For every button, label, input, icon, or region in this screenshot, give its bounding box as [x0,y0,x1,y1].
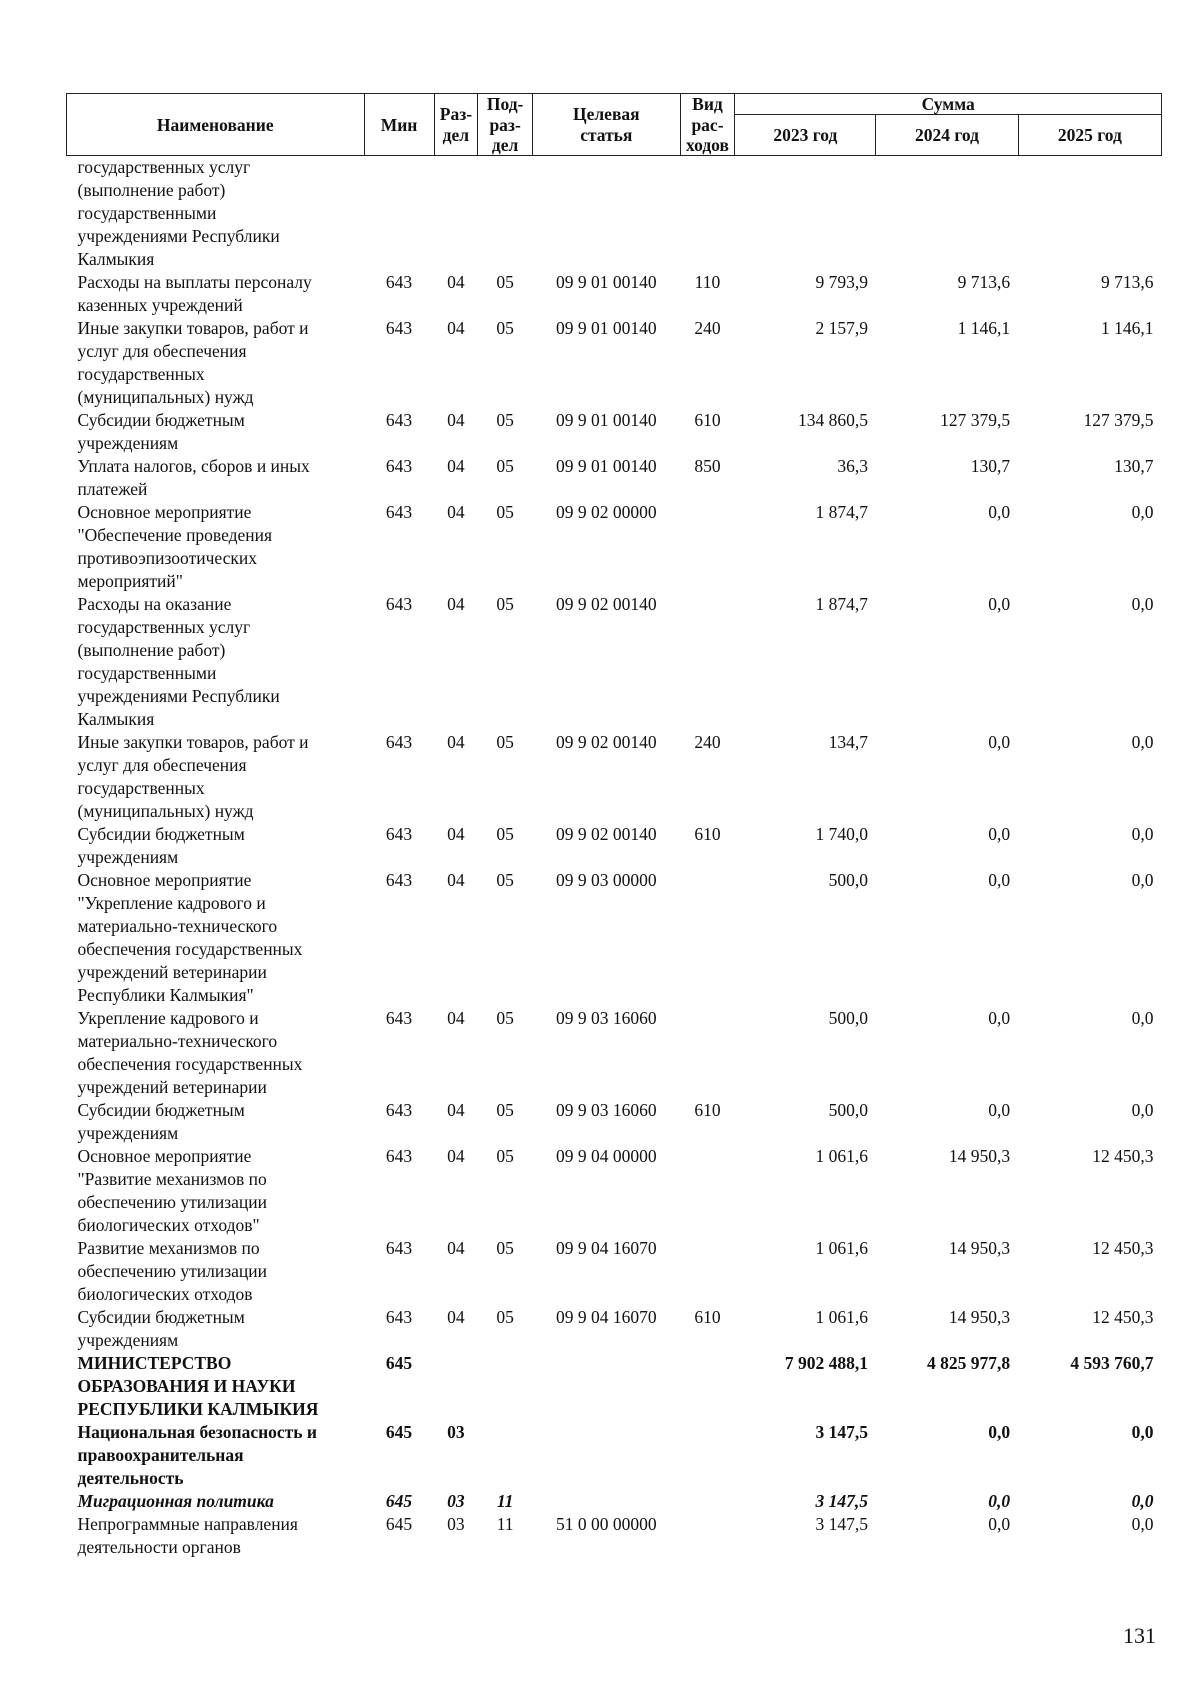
row-min: 643 [385,824,413,845]
row-target: 09 9 02 00000 [555,502,657,523]
row-razdel: 04 [447,594,465,615]
row-2025: 0,0 [1131,1100,1154,1121]
row-2023: 500,0 [828,870,868,891]
row-name: Иные закупки товаров, работ и услуг для обеспечения государственных (муниципальных) нужд [77,318,309,408]
row-2023: 1 061,6 [815,1146,868,1167]
row-2023 [735,156,876,272]
row-vid: 610 [694,1307,721,1328]
row-vid: 110 [694,272,721,293]
row-name: Укрепление кадрового и материально-технического обеспечения государственных учреждений ветеринарии [77,1008,303,1098]
row-name: Субсидии бюджетным учреждениям [77,410,245,454]
row-2023: 3 147,5 [815,1491,868,1512]
header-target: Целевая статья [532,94,680,156]
table-row [67,1490,1162,1513]
table-row [67,1513,1162,1559]
row-name: Основное мероприятие "Укрепление кадрового и материально-технического обеспечения государственных учреждений ветеринарии Республики Калмыкия" [77,870,303,1006]
budget-sheet [66,93,1162,1559]
row-target: 09 9 03 00000 [555,870,657,891]
row-2024: 14 950,3 [948,1146,1011,1167]
row-name: Непрограммные направления деятельности органов [77,1514,298,1558]
row-razdel: 03 [447,1514,465,1535]
row-2025: 12 450,3 [1092,1146,1154,1167]
row-target: 09 9 02 00140 [555,732,657,753]
row-vid [680,156,735,272]
row-2025: 4 593 760,7 [1070,1353,1154,1374]
row-2024: 14 950,3 [948,1307,1011,1328]
row-razdel: 04 [447,1008,465,1029]
row-name: Субсидии бюджетным учреждениям [77,824,245,868]
row-vid [680,869,735,1007]
row-2024 [876,156,1018,272]
row-razdel: 04 [447,1100,465,1121]
row-vid [680,1007,735,1099]
row-min: 643 [385,272,413,293]
table-row [67,823,1162,869]
row-min: 643 [385,1100,413,1121]
row-name: Национальная безопасность и правоохранительная деятельность [77,1422,317,1489]
row-razdel: 04 [447,824,465,845]
row-name: МИНИСТЕРСТВО ОБРАЗОВАНИЯ И НАУКИ РЕСПУБЛИКИ КАЛМЫКИЯ [77,1353,319,1420]
row-vid [680,1490,735,1513]
row-podrazdel: 05 [496,594,514,615]
row-min: 645 [385,1491,413,1512]
table-row [67,869,1162,1007]
table-row [67,455,1162,501]
row-2025: 0,0 [1131,824,1154,845]
row-razdel: 04 [447,272,465,293]
row-2024: 0,0 [988,502,1011,523]
row-2023: 1 061,6 [815,1238,868,1259]
row-min: 643 [385,1008,413,1029]
row-razdel [434,156,478,272]
row-2025: 0,0 [1131,502,1154,523]
budget-table [66,93,1162,1559]
row-podrazdel: 05 [496,410,514,431]
header-vid: Вид рас- ходов [680,94,735,156]
row-2023: 134,7 [828,732,868,753]
table-row [67,317,1162,409]
row-2024: 0,0 [988,594,1011,615]
row-podrazdel: 05 [496,456,514,477]
row-2023: 1 874,7 [815,502,868,523]
row-min: 643 [385,1146,413,1167]
row-2025: 0,0 [1131,1422,1154,1443]
row-2023: 1 874,7 [815,594,868,615]
row-name: Основное мероприятие "Обеспечение проведения противоэпизоотических мероприятий" [77,502,273,592]
row-target: 09 9 01 00140 [555,318,657,339]
table-row [67,1421,1162,1490]
row-2025: 12 450,3 [1092,1238,1154,1259]
row-target: 09 9 02 00140 [555,594,657,615]
row-podrazdel: 05 [496,1146,514,1167]
table-row [67,593,1162,731]
row-podrazdel [478,1352,533,1421]
row-name: Уплата налогов, сборов и иных платежей [77,456,310,500]
header-2025: 2025 год [1018,115,1161,156]
row-2025: 0,0 [1131,870,1154,891]
row-podrazdel: 05 [496,870,514,891]
row-min: 645 [385,1353,413,1374]
row-min: 643 [385,410,413,431]
table-row [67,1099,1162,1145]
row-2025: 0,0 [1131,1008,1154,1029]
row-target: 09 9 04 16070 [555,1238,657,1259]
row-2025: 0,0 [1131,594,1154,615]
row-target: 09 9 01 00140 [555,272,657,293]
row-vid [680,1513,735,1559]
row-target: 09 9 04 16070 [555,1307,657,1328]
row-2023: 3 147,5 [815,1514,868,1535]
row-podrazdel: 05 [496,502,514,523]
row-min: 643 [385,870,413,891]
row-podrazdel [478,1421,533,1490]
header-2023: 2023 год [735,115,876,156]
row-podrazdel: 05 [496,824,514,845]
row-target: 09 9 01 00140 [555,456,657,477]
row-target: 09 9 02 00140 [555,824,657,845]
row-2024: 0,0 [988,1491,1011,1512]
row-min: 643 [385,1238,413,1259]
row-2025: 130,7 [1114,456,1154,477]
row-razdel: 04 [447,1146,465,1167]
row-2024: 0,0 [988,732,1011,753]
row-razdel: 03 [447,1491,465,1512]
row-2024: 0,0 [988,870,1011,891]
table-header [67,94,1162,156]
row-vid: 610 [694,410,721,431]
header-sum: Сумма [735,94,1162,115]
row-2023: 9 793,9 [815,272,868,293]
row-vid: 240 [694,318,721,339]
row-vid [680,593,735,731]
row-name: государственных услуг (выполнение работ) государственными учреждениями Республики Калмыкия [77,157,280,270]
row-name: Иные закупки товаров, работ и услуг для обеспечения государственных (муниципальных) нужд [77,732,309,822]
row-2025 [1018,156,1161,272]
row-2024: 127 379,5 [940,410,1011,431]
table-body [67,156,1162,1560]
row-name: Расходы на оказание государственных услуг (выполнение работ) государственными учреждениями Республики Калмыкия [77,594,280,730]
row-min: 643 [385,594,413,615]
table-row [67,271,1162,317]
row-2023: 2 157,9 [815,318,868,339]
row-2023: 7 902 488,1 [784,1353,868,1374]
row-2023: 1 061,6 [815,1307,868,1328]
row-razdel: 03 [447,1422,465,1443]
row-name: Субсидии бюджетным учреждениям [77,1307,245,1351]
row-2023: 500,0 [828,1100,868,1121]
row-min: 643 [385,318,413,339]
row-2024: 0,0 [988,1100,1011,1121]
table-row [67,1145,1162,1237]
header-min: Мин [364,94,434,156]
row-vid: 610 [694,824,721,845]
row-vid: 240 [694,732,721,753]
row-vid: 610 [694,1100,721,1121]
row-2024: 130,7 [970,456,1011,477]
table-row [67,409,1162,455]
row-podrazdel: 05 [496,318,514,339]
row-podrazdel: 11 [496,1514,514,1535]
row-2025: 1 146,1 [1101,318,1154,339]
row-razdel: 04 [447,410,465,431]
row-2025: 0,0 [1131,732,1154,753]
row-podrazdel: 05 [496,732,514,753]
row-2024: 0,0 [988,1008,1011,1029]
row-target [532,1490,680,1513]
row-2024: 0,0 [988,1514,1011,1535]
row-2025: 9 713,6 [1101,272,1154,293]
table-row [67,731,1162,823]
row-min: 643 [385,1307,413,1328]
row-2023: 500,0 [828,1008,868,1029]
row-2023: 134 860,5 [797,410,868,431]
row-2024: 1 146,1 [957,318,1011,339]
row-min: 645 [385,1514,413,1535]
row-2023: 1 740,0 [815,824,868,845]
row-target: 09 9 04 00000 [555,1146,657,1167]
row-podrazdel [478,156,533,272]
row-razdel: 04 [447,456,465,477]
table-row [67,1007,1162,1099]
row-razdel: 04 [447,318,465,339]
row-2025: 127 379,5 [1083,410,1154,431]
table-row [67,1237,1162,1306]
row-target: 51 0 00 00000 [555,1514,657,1535]
row-name: Развитие механизмов по обеспечению утилизации биологических отходов [77,1238,267,1305]
page-number: 131 [1123,1623,1156,1648]
row-2024: 9 713,6 [957,272,1011,293]
row-2023: 3 147,5 [815,1422,868,1443]
row-vid [680,501,735,593]
row-podrazdel: 05 [496,1100,514,1121]
row-2024: 14 950,3 [948,1238,1011,1259]
row-name: Расходы на выплаты персоналу казенных учреждений [77,272,312,316]
row-target: 09 9 03 16060 [555,1100,657,1121]
header-2024: 2024 год [876,115,1018,156]
row-target: 09 9 03 16060 [555,1008,657,1029]
row-name: Основное мероприятие "Развитие механизмов по обеспечению утилизации биологических отходов" [77,1146,267,1236]
header-name: Наименование [67,94,365,156]
row-min: 643 [385,456,413,477]
row-vid: 850 [694,456,721,477]
row-min: 643 [385,732,413,753]
row-min [364,156,434,272]
header-podrazdel: Под- раз- дел [478,94,533,156]
row-min: 645 [385,1422,413,1443]
row-target [532,156,680,272]
table-row [67,1352,1162,1421]
row-podrazdel: 05 [496,1238,514,1259]
row-target: 09 9 01 00140 [555,410,657,431]
row-2023: 36,3 [837,456,868,477]
row-razdel: 04 [447,1307,465,1328]
row-vid [680,1352,735,1421]
row-razdel: 04 [447,502,465,523]
row-razdel [434,1352,478,1421]
row-podrazdel: 05 [496,1307,514,1328]
row-razdel: 04 [447,732,465,753]
table-row [67,156,1162,272]
row-target [532,1352,680,1421]
row-min: 643 [385,502,413,523]
row-podrazdel: 05 [496,1008,514,1029]
row-2024: 4 825 977,8 [927,1353,1011,1374]
row-vid [680,1237,735,1306]
table-row [67,1306,1162,1352]
row-2024: 0,0 [988,1422,1011,1443]
header-razdel: Раз- дел [434,94,478,156]
row-vid [680,1421,735,1490]
row-podrazdel: 05 [496,272,514,293]
row-2024: 0,0 [988,824,1011,845]
row-2025: 0,0 [1131,1491,1154,1512]
row-vid [680,1145,735,1237]
row-target [532,1421,680,1490]
table-row [67,501,1162,593]
row-2025: 0,0 [1131,1514,1154,1535]
row-razdel: 04 [447,1238,465,1259]
row-2025: 12 450,3 [1092,1307,1154,1328]
row-podrazdel: 11 [496,1491,514,1512]
row-razdel: 04 [447,870,465,891]
row-name: Миграционная политика [77,1491,274,1512]
row-name: Субсидии бюджетным учреждениям [77,1100,245,1144]
